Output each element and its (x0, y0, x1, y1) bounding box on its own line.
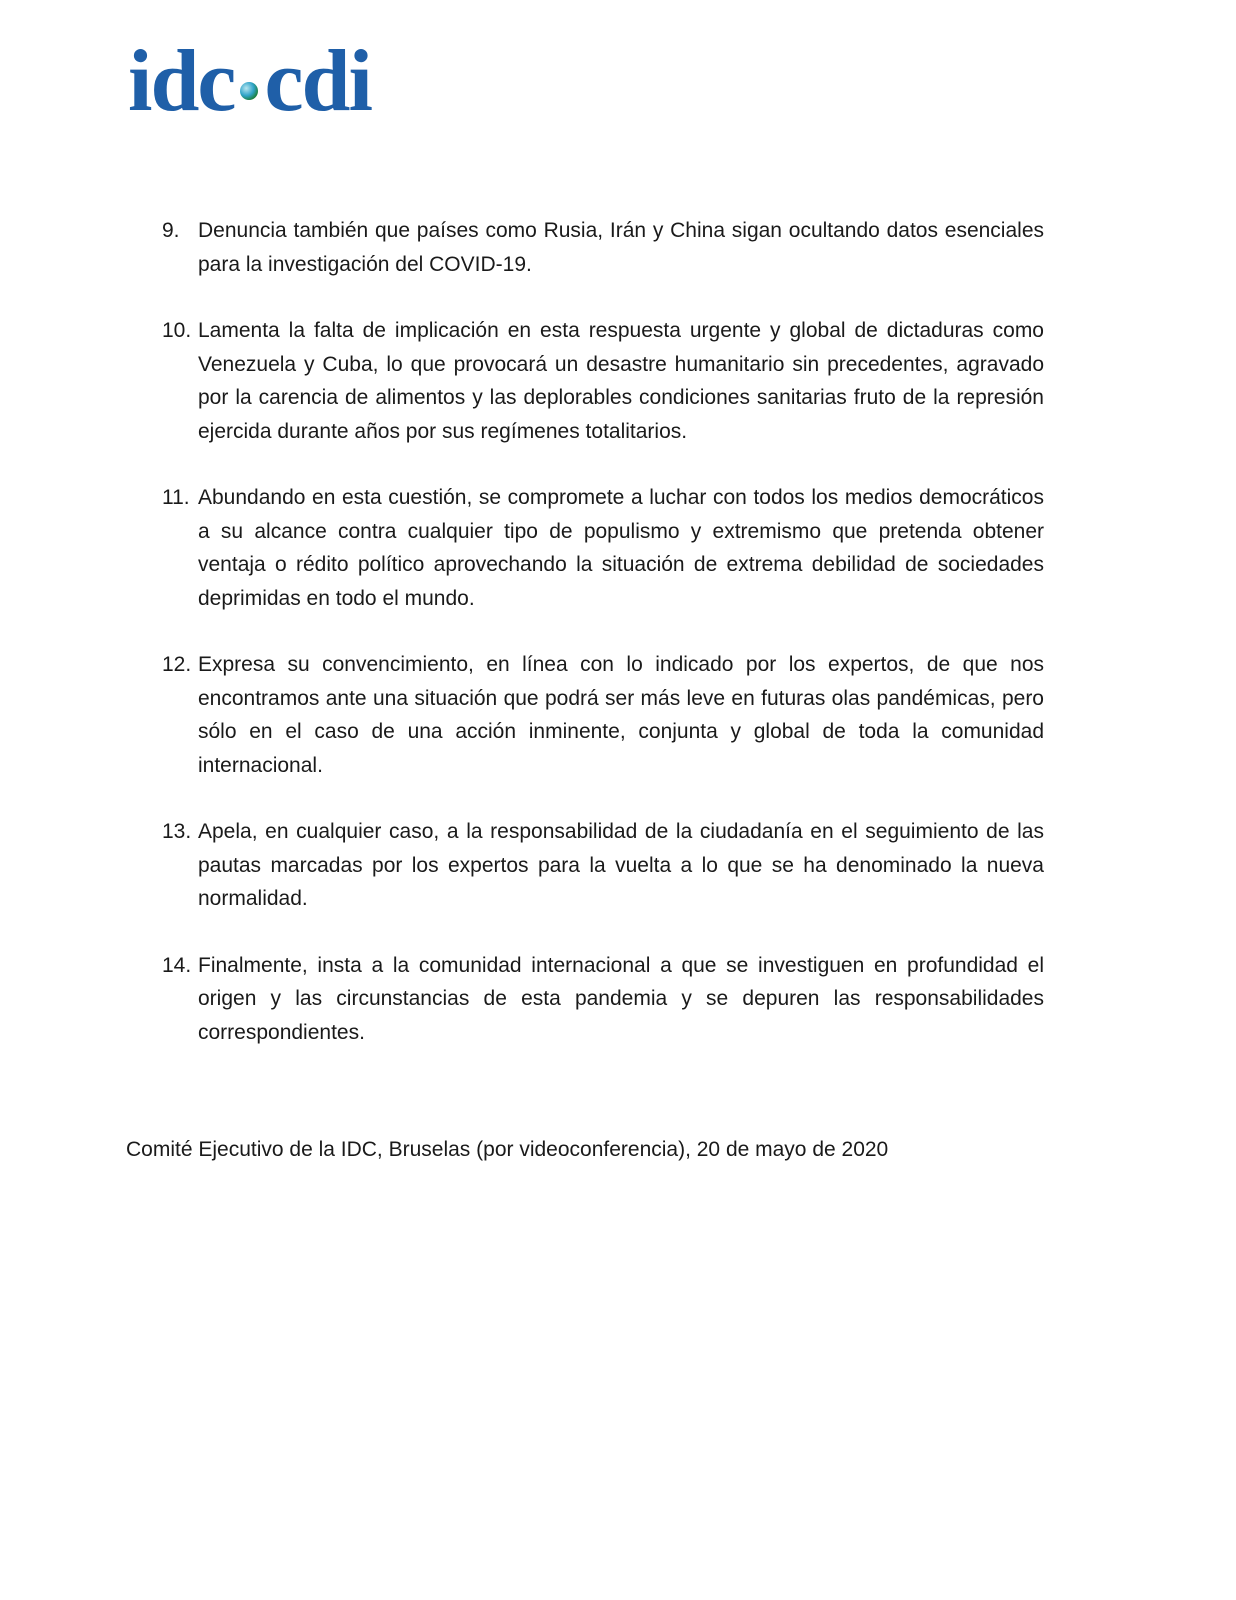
item-text: Lamenta la falta de implicación en esta respuesta urgente y global de dictaduras como Venezuela y Cuba, lo que provocará un desastre humanitario sin precedentes, agravado por la carencia de alimentos y las deplorables condiciones sanitarias fruto de la represión ejercida durante años por sus regímenes totalitarios. (198, 319, 1044, 443)
item-number: 11. (162, 486, 190, 509)
resolution-list (162, 214, 1044, 1082)
item-text: Denuncia también que países como Rusia, Irán y China sigan ocultando datos esenciales para la investigación del COVID-19. (198, 219, 1044, 276)
item-number: 13. (162, 820, 192, 843)
list-item (162, 314, 1044, 448)
item-number: 12. (162, 653, 192, 676)
item-number: 9. (162, 219, 180, 242)
item-number: 10. (162, 319, 192, 342)
list-item (162, 648, 1044, 782)
list-item (162, 214, 1044, 281)
list-item (162, 949, 1044, 1050)
list-item (162, 815, 1044, 916)
logo-word-left: idc (128, 33, 235, 130)
item-number: 14. (162, 953, 192, 977)
item-text: Apela, en cualquier caso, a la responsabilidad de la ciudadanía en el seguimiento de las pautas marcadas por los expertos para la vuelta a lo que se ha denominado la nueva normalidad. (198, 820, 1044, 910)
logo-word-right: cdi (264, 33, 371, 130)
item-text: Abundando en esta cuestión, se compromete a luchar con todos los medios democráticos a su alcance contra cualquier tipo de populismo y extremismo que pretenda obtener ventaja o rédito político aprovechando la situación de extrema debilidad de sociedades deprimidas en todo el mundo. (198, 486, 1044, 610)
idc-cdi-logo (128, 33, 371, 130)
item-text: Finalmente, insta a la comunidad internacional a que se investiguen en profundidad el origen y las circunstancias de esta pandemia y se depuren las responsabilidades correspondientes. (198, 953, 1044, 1044)
item-text: Expresa su convencimiento, en línea con lo indicado por los expertos, de que nos encontramos ante una situación que podrá ser más leve en futuras olas pandémicas, pero sólo en el caso de una acción inminente, conjunta y global de toda la comunidad internacional. (198, 653, 1044, 777)
globe-icon (240, 82, 258, 100)
list-item (162, 481, 1044, 615)
signature-line: Comité Ejecutivo de la IDC, Bruselas (por videoconferencia), 20 de mayo de 2020 (126, 1138, 889, 1161)
